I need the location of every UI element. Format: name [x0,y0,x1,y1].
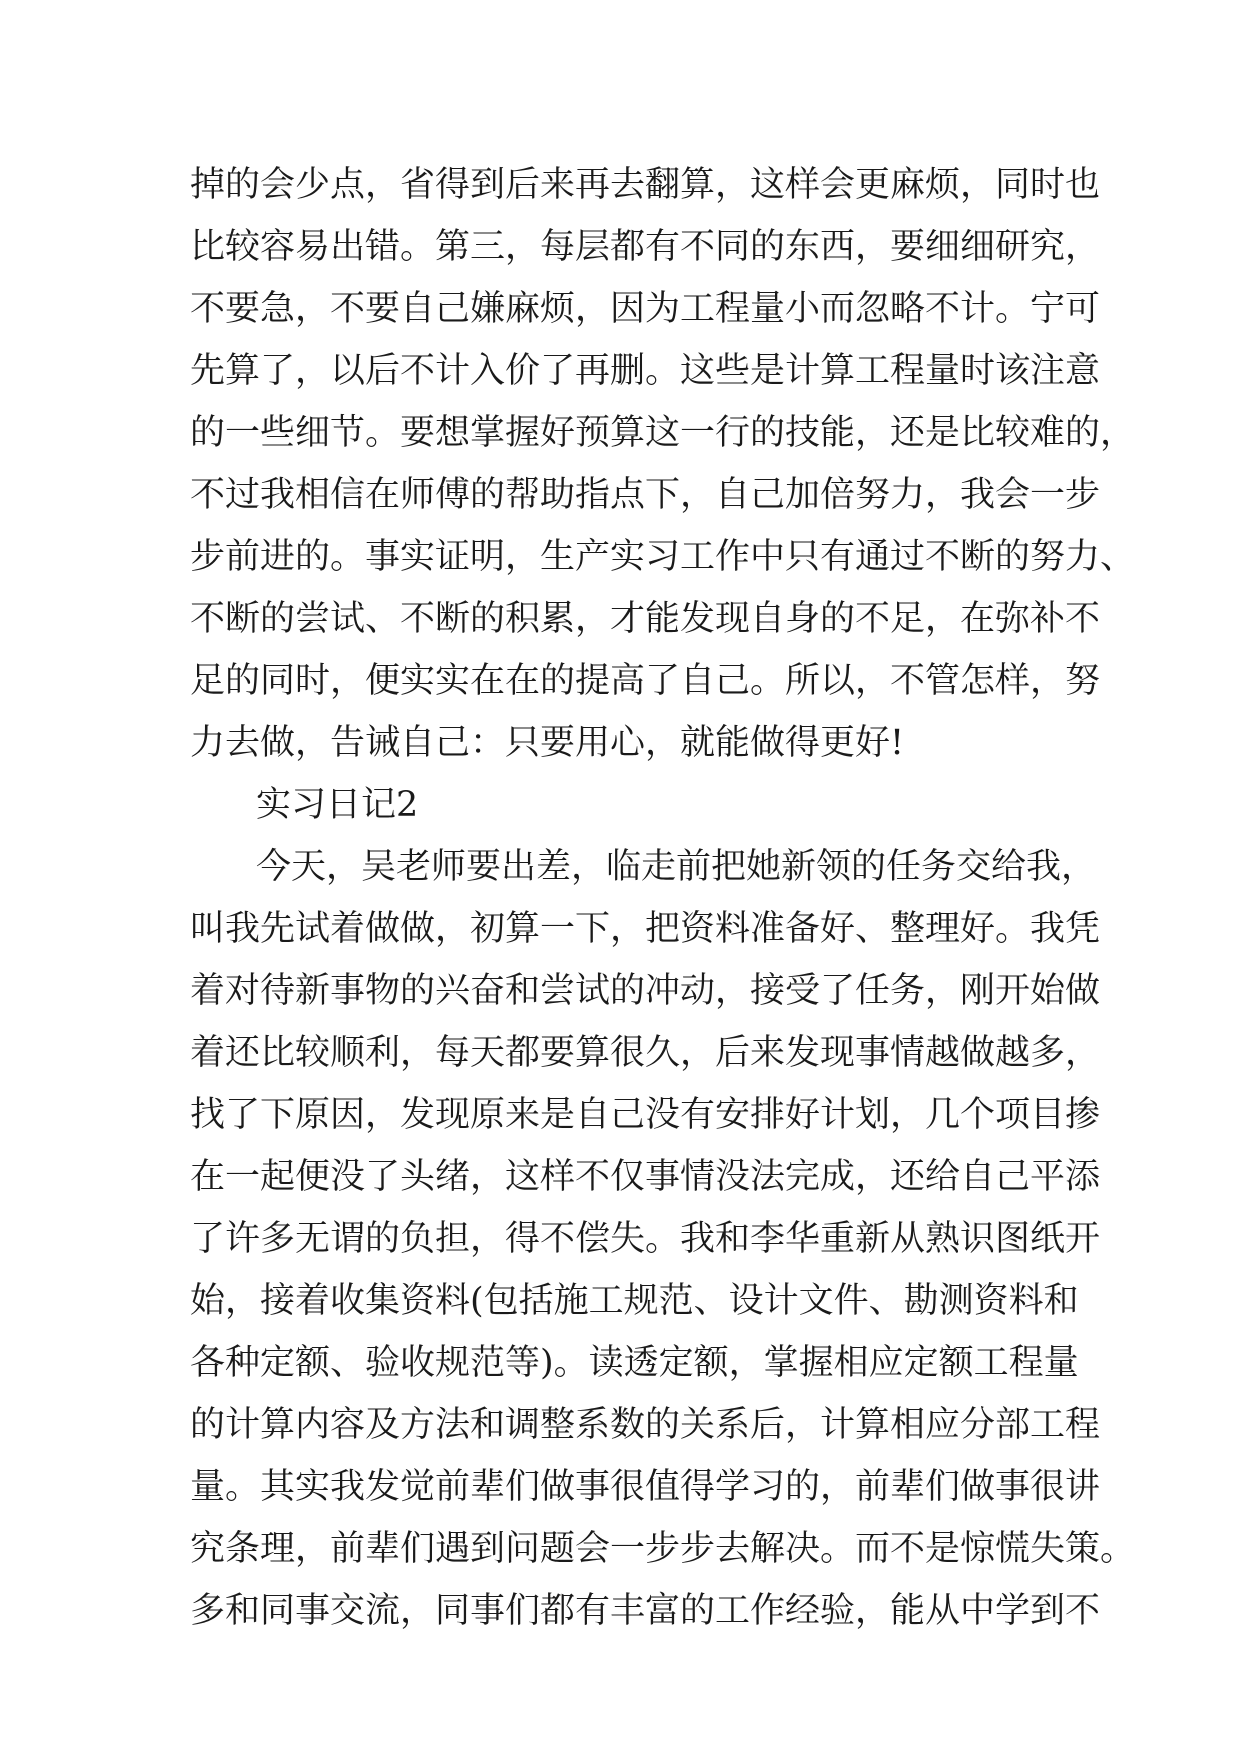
body-line: 究条理，前辈们遇到问题会一步步去解决。而不是惊慌失策。 [190,1529,1136,1569]
body-line: 不要急，不要自己嫌麻烦，因为工程量小而忽略不计。宁可 [190,289,1101,329]
body-line: 多和同事交流，同事们都有丰富的工作经验，能从中学到不 [190,1591,1101,1631]
body-line: 掉的会少点，省得到后来再去翻算，这样会更麻烦，同时也 [190,165,1101,205]
section-heading: 实习日记2 [256,785,419,825]
body-line: 比较容易出错。第三，每层都有不同的东西，要细细研究， [190,227,1101,267]
body-line: 了许多无谓的负担，得不偿失。我和李华重新从熟识图纸开 [190,1219,1101,1259]
body-line: 的一些细节。要想掌握好预算这一行的技能，还是比较难的， [190,413,1136,453]
body-line: 着对待新事物的兴奋和尝试的冲动，接受了任务，刚开始做 [190,971,1101,1011]
paragraph-end-line: 力去做，告诫自己：只要用心，就能做得更好! [190,723,905,763]
paragraph-first-line: 今天，吴老师要出差，临走前把她新领的任务交给我， [256,847,1097,887]
body-line: 不过我相信在师傅的帮助指点下，自己加倍努力，我会一步 [190,475,1101,515]
body-line: 先算了，以后不计入价了再删。这些是计算工程量时该注意 [190,351,1101,391]
body-line: 足的同时，便实实在在的提高了自己。所以，不管怎样，努 [190,661,1101,701]
body-line: 着还比较顺利，每天都要算很久，后来发现事情越做越多， [190,1033,1101,1073]
document-body [190,154,1136,1642]
body-line: 在一起便没了头绪，这样不仅事情没法完成，还给自己平添 [190,1157,1101,1197]
body-line: 叫我先试着做做，初算一下，把资料准备好、整理好。我凭 [190,909,1101,949]
body-line: 各种定额、验收规范等)。读透定额，掌握相应定额工程量 [190,1343,1079,1383]
body-line: 步前进的。事实证明，生产实习工作中只有通过不断的努力、 [190,537,1136,577]
body-line: 找了下原因，发现原来是自己没有安排好计划，几个项目掺 [190,1095,1101,1135]
body-line: 量。其实我发觉前辈们做事很值得学习的，前辈们做事很讲 [190,1467,1101,1507]
body-line: 的计算内容及方法和调整系数的关系后，计算相应分部工程 [190,1405,1101,1445]
body-line: 始，接着收集资料(包括施工规范、设计文件、勘测资料和 [190,1281,1079,1321]
body-line: 不断的尝试、不断的积累，才能发现自身的不足，在弥补不 [190,599,1101,639]
